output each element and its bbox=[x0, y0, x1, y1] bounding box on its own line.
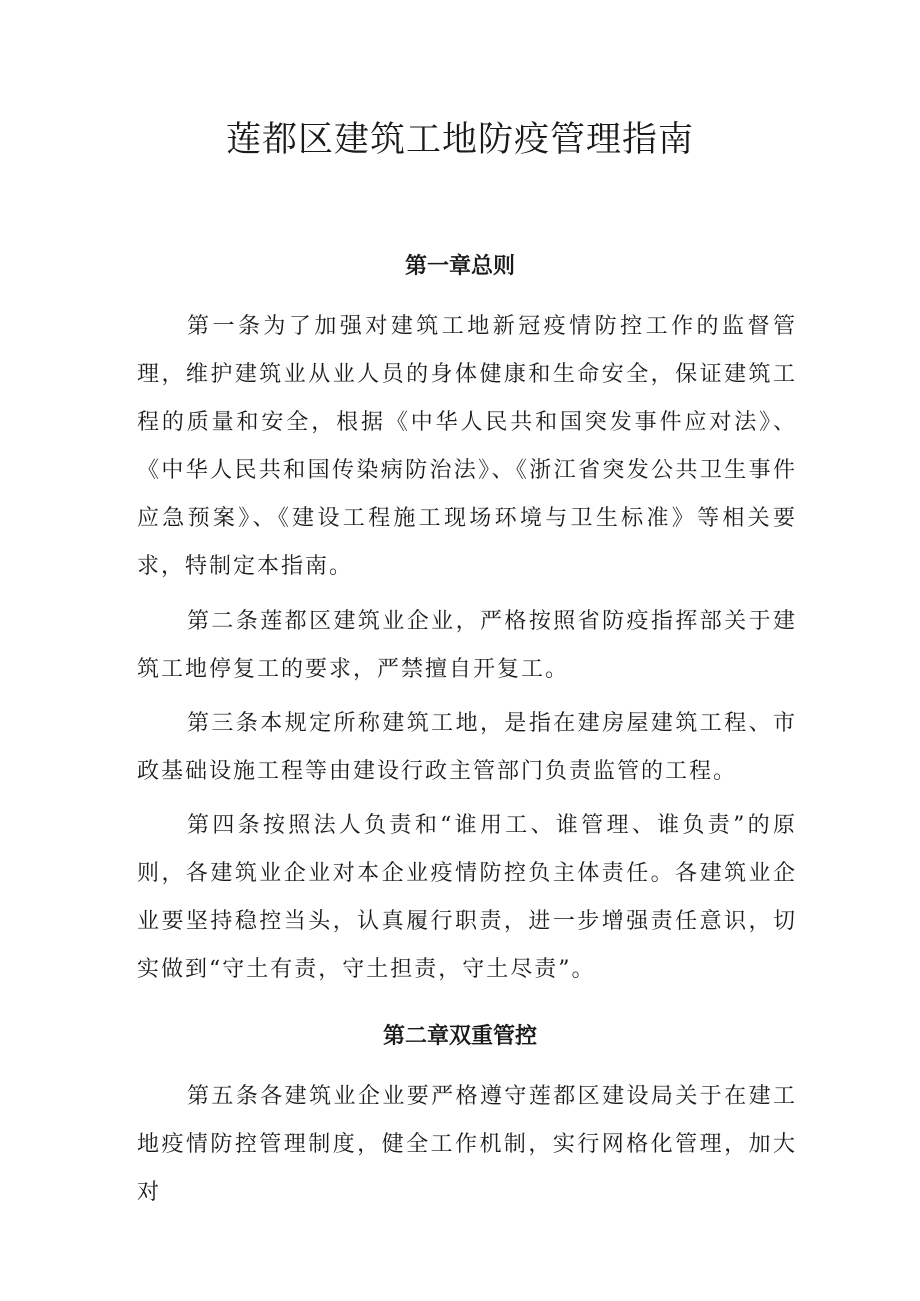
article-3: 第三条本规定所称建筑工地，是指在建房屋建筑工程、市政基础设施工程等由建设行政主管部门负责监管的工程。 bbox=[137, 711, 797, 784]
article-4: 第四条按照法人负责和“谁用工、谁管理、谁负责”的原则，各建筑业企业对本企业疫情防控负主体责任。各建筑业企业要坚持稳控当头，认真履行职责，进一步增强责任意识，切实做到“守土有责，守土担责，守土尽责”。 bbox=[137, 813, 797, 982]
chapter-heading-2: 第二章双重管控 bbox=[382, 1024, 537, 1049]
document-title: 莲都区建筑工地防疫管理指南 bbox=[225, 120, 694, 160]
article-1: 第一条为了加强对建筑工地新冠疫情防控工作的监督管理，维护建筑业从业人员的身体健康和生命安全，保证建筑工程的质量和安全，根据《中华人民共和国突发事件应对法》、《中华人民共和国传染病防治法》、《浙江省突发公共卫生事件应急预案》、《建设工程施工现场环境与卫生标准》等相关要求，特制定本指南。 bbox=[137, 314, 797, 579]
article-2: 第二条莲都区建筑业企业，严格按照省防疫指挥部关于建筑工地停复工的要求，严禁擅自开复工。 bbox=[137, 609, 797, 682]
article-5: 第五条各建筑业企业要严格遵守莲都区建设局关于在建工地疫情防控管理制度，健全工作机制，实行网格化管理，加大对 bbox=[137, 1084, 797, 1205]
chapter-heading-1: 第一章总则 bbox=[404, 254, 515, 279]
